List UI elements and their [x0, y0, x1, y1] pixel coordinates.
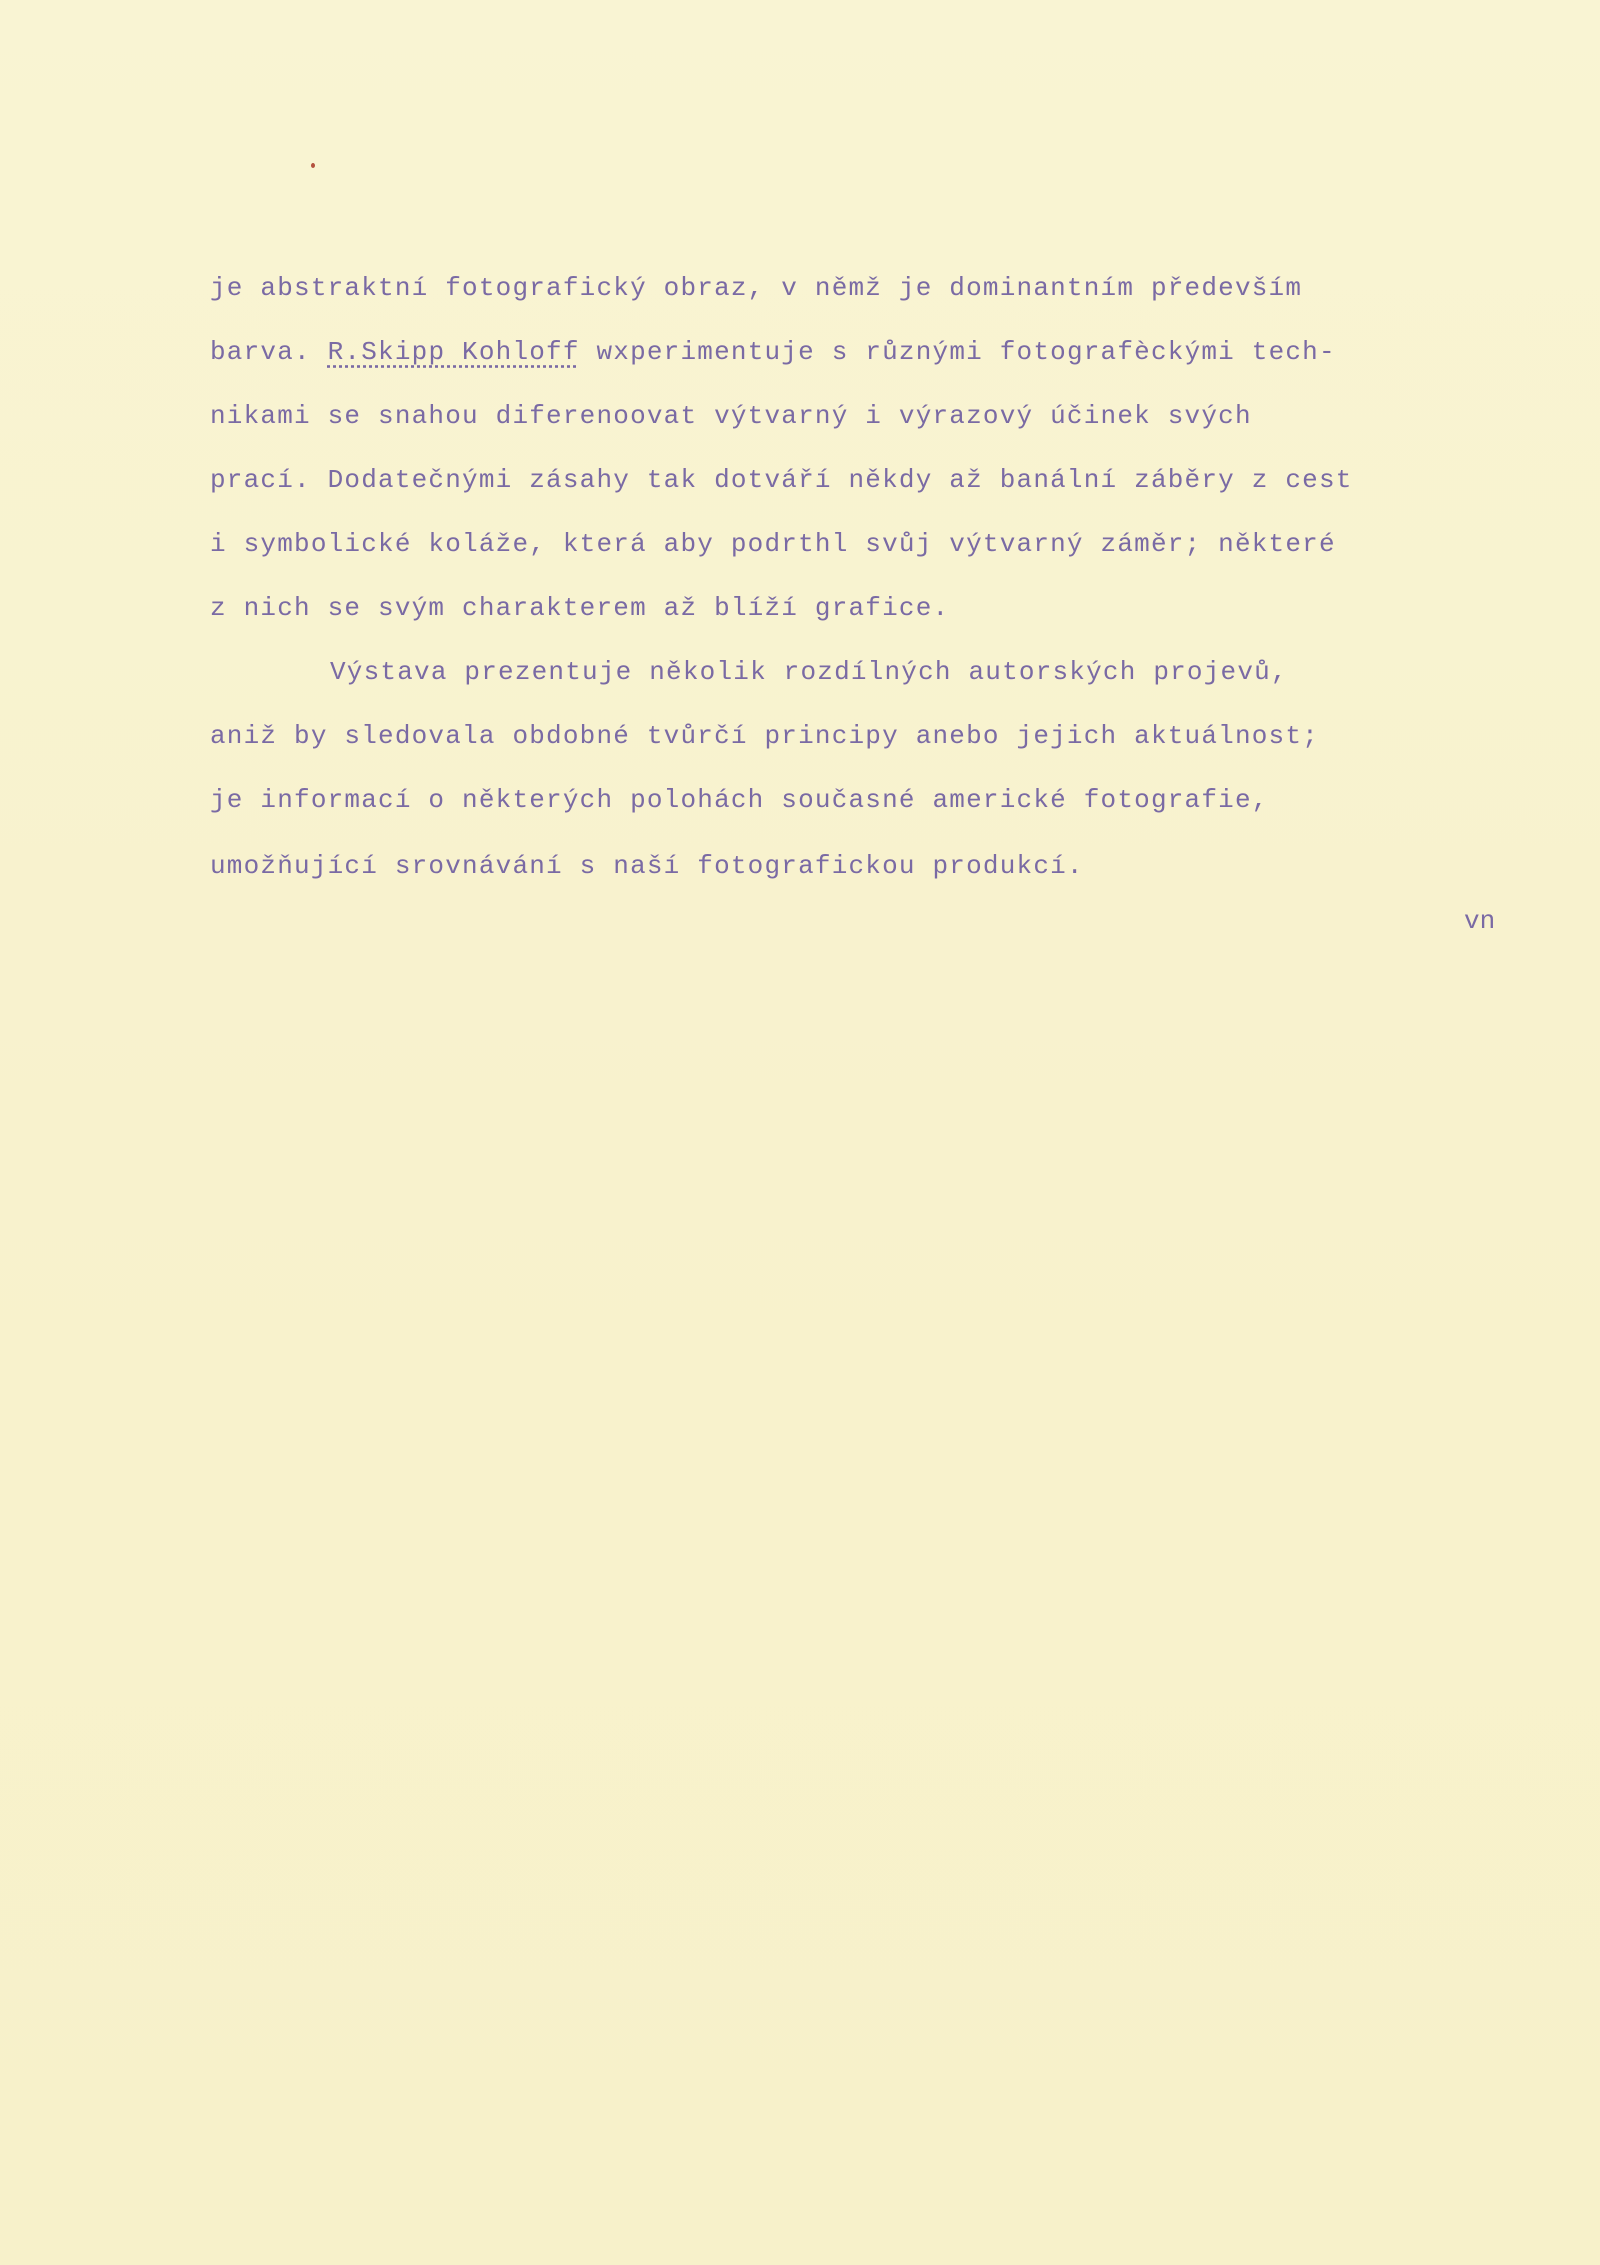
artist-name: R.Skipp Kohloff	[327, 337, 580, 367]
text-line-2-end: wxperimentuje s různými fotografèckými tech-	[579, 337, 1336, 367]
text-line-10: umožňující srovnávání s naší fotografickou produkcí.	[210, 851, 1084, 881]
text-line-8: aniž by sledovala obdobné tvůrčí principy anebo jejich aktuálnost;	[210, 721, 1319, 751]
text-line-1: je abstraktní fotografický obraz, v němž je dominantním především	[210, 273, 1303, 303]
text-line-3: nikami se snahou diferenoovat výtvarný i výrazový účinek svých	[210, 401, 1252, 431]
author-initials: vn	[1464, 906, 1496, 936]
text-line-5: i symbolické koláže, která aby podrthl svůj výtvarný záměr; některé	[210, 529, 1336, 559]
text-line-6: z nich se svým charakterem až blíží grafice.	[210, 593, 950, 623]
text-line-2-start: barva.	[210, 337, 328, 367]
text-line-2	[210, 332, 1336, 372]
text-line-9: je informací o některých polohách současné americké fotografie,	[210, 785, 1269, 815]
ink-speck	[311, 163, 315, 168]
text-line-4: prací. Dodatečnými zásahy tak dotváří někdy až banální záběry z cest	[210, 465, 1353, 495]
text-line-7: Výstava prezentuje několik rozdílných autorských projevů,	[330, 657, 1288, 687]
